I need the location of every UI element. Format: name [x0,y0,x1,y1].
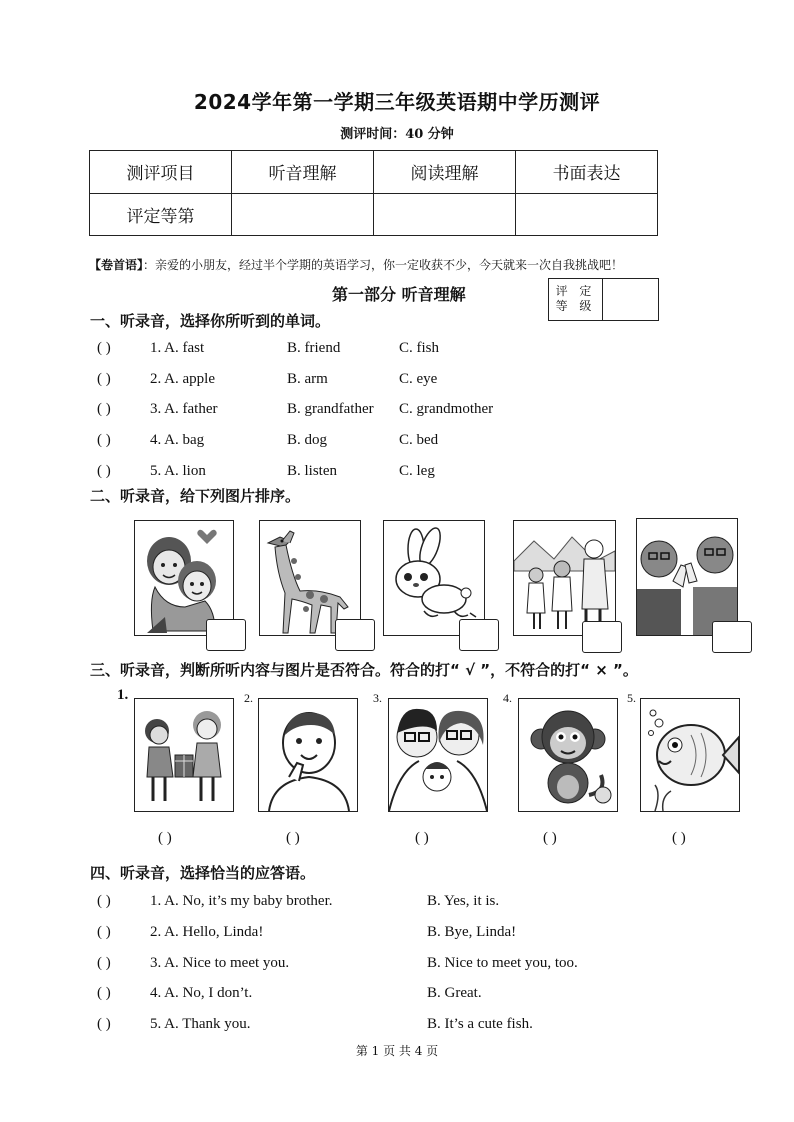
boy-thinking-icon [259,699,357,811]
option-b: B. grandfather [287,401,374,417]
order-box[interactable] [335,619,375,651]
option-b: B. Great. [427,985,482,1001]
judge-blank[interactable]: ( ) [286,830,300,846]
part-title: 第一部分 听音理解 [332,285,466,304]
option-a: 3. A. father [150,401,218,417]
option-c: C. leg [399,463,435,479]
option-b: B. arm [287,371,328,387]
answer-blank[interactable]: ( ) [97,893,111,909]
grade-cell-reading[interactable] [374,193,516,236]
grade-row-label: 评定等第 [90,193,232,236]
eval-label: 评 定 等 级 [549,279,603,320]
answer-blank[interactable]: ( ) [97,340,111,356]
people-waving-icon [637,519,737,635]
item-number: 1. [117,687,129,703]
grade-header-cell: 阅读理解 [374,151,516,194]
grade-header-cell: 书面表达 [516,151,658,194]
eval-input[interactable] [604,279,658,320]
option-a: 5. A. lion [150,463,206,479]
section2-heading: 二、听录音，给下列图片排序。 [90,487,301,505]
grade-header-cell: 听音理解 [232,151,374,194]
option-a: 5. A. Thank you. [150,1016,251,1032]
grade-cell-writing[interactable] [516,193,658,236]
picture-children-with-gift [134,698,234,812]
judge-blank[interactable]: ( ) [415,830,429,846]
page-footer: 第 1 页 共 4 页 [355,1044,439,1058]
option-b: B. Yes, it is. [427,893,500,909]
judge-blank[interactable]: ( ) [158,830,172,846]
eval-box [548,278,659,321]
item-number: 2. [244,691,253,705]
grade-table [89,150,658,236]
option-b: B. Bye, Linda! [427,924,517,940]
option-b: B. It’s a cute fish. [427,1016,533,1032]
item-number: 5. [627,691,636,705]
answer-blank[interactable]: ( ) [97,985,111,1001]
page-title: 2024学年第一学期三年级英语期中学历测评 [193,90,601,114]
answer-blank[interactable]: ( ) [97,401,111,417]
answer-blank[interactable]: ( ) [97,371,111,387]
section3-heading: 三、听录音，判断所听内容与图片是否符合。符合的打“ √ ”，不符合的打“ × ”。 [90,661,638,679]
option-c: C. eye [399,371,438,387]
judge-blank[interactable]: ( ) [672,830,686,846]
fish-icon [641,699,739,811]
option-a: 1. A. fast [150,340,205,356]
answer-blank[interactable]: ( ) [97,463,111,479]
option-c: C. grandmother [399,401,494,417]
picture-fish [640,698,740,812]
option-b: B. dog [287,432,328,448]
answer-blank[interactable]: ( ) [97,432,111,448]
preface-text: ：亲爱的小朋友，经过半个学期的英语学习，你一定收获不少，今天就来一次自我挑战吧！ [143,258,624,272]
judge-blank[interactable]: ( ) [543,830,557,846]
option-a: 4. A. bag [150,432,205,448]
giraffe-icon [260,521,360,635]
children-gift-icon [135,699,233,811]
order-box[interactable] [459,619,499,651]
option-b: B. listen [287,463,338,479]
option-b: B. friend [287,340,341,356]
option-a: 1. A. No, it’s my baby brother. [150,893,333,909]
picture-family [388,698,488,812]
option-a: 2. A. apple [150,371,215,387]
item-number: 4. [503,691,512,705]
picture-boy-thinking [258,698,358,812]
answer-blank[interactable]: ( ) [97,1016,111,1032]
family-icon [389,699,487,811]
picture-monkey [518,698,618,812]
option-b: B. Nice to meet you, too. [427,955,578,971]
section1-heading: 一、听录音，选择你所听到的单词。 [90,312,331,330]
picture-family-walking [513,520,616,636]
order-box[interactable] [206,619,246,651]
option-a: 2. A. Hello, Linda! [150,924,264,940]
grade-header-cell: 测评项目 [90,151,232,194]
picture-people-waving [636,518,738,636]
exam-duration: 测评时间：40 分钟 [340,127,454,142]
item-number: 3. [373,691,382,705]
preface-label: 【卷首语】 [89,258,144,272]
option-a: 4. A. No, I don’t. [150,985,253,1001]
order-box[interactable] [712,621,752,653]
option-a: 3. A. Nice to meet you. [150,955,290,971]
section4-heading: 四、听录音，选择恰当的应答语。 [90,864,316,882]
option-c: C. bed [399,432,439,448]
girls-hugging-icon [135,521,233,635]
family-walking-icon [514,521,615,635]
rabbit-icon [384,521,484,635]
order-box[interactable] [582,621,622,653]
option-c: C. fish [399,340,440,356]
preface [89,256,623,273]
grade-cell-listening[interactable] [232,193,374,236]
answer-blank[interactable]: ( ) [97,955,111,971]
monkey-icon [519,699,617,811]
answer-blank[interactable]: ( ) [97,924,111,940]
